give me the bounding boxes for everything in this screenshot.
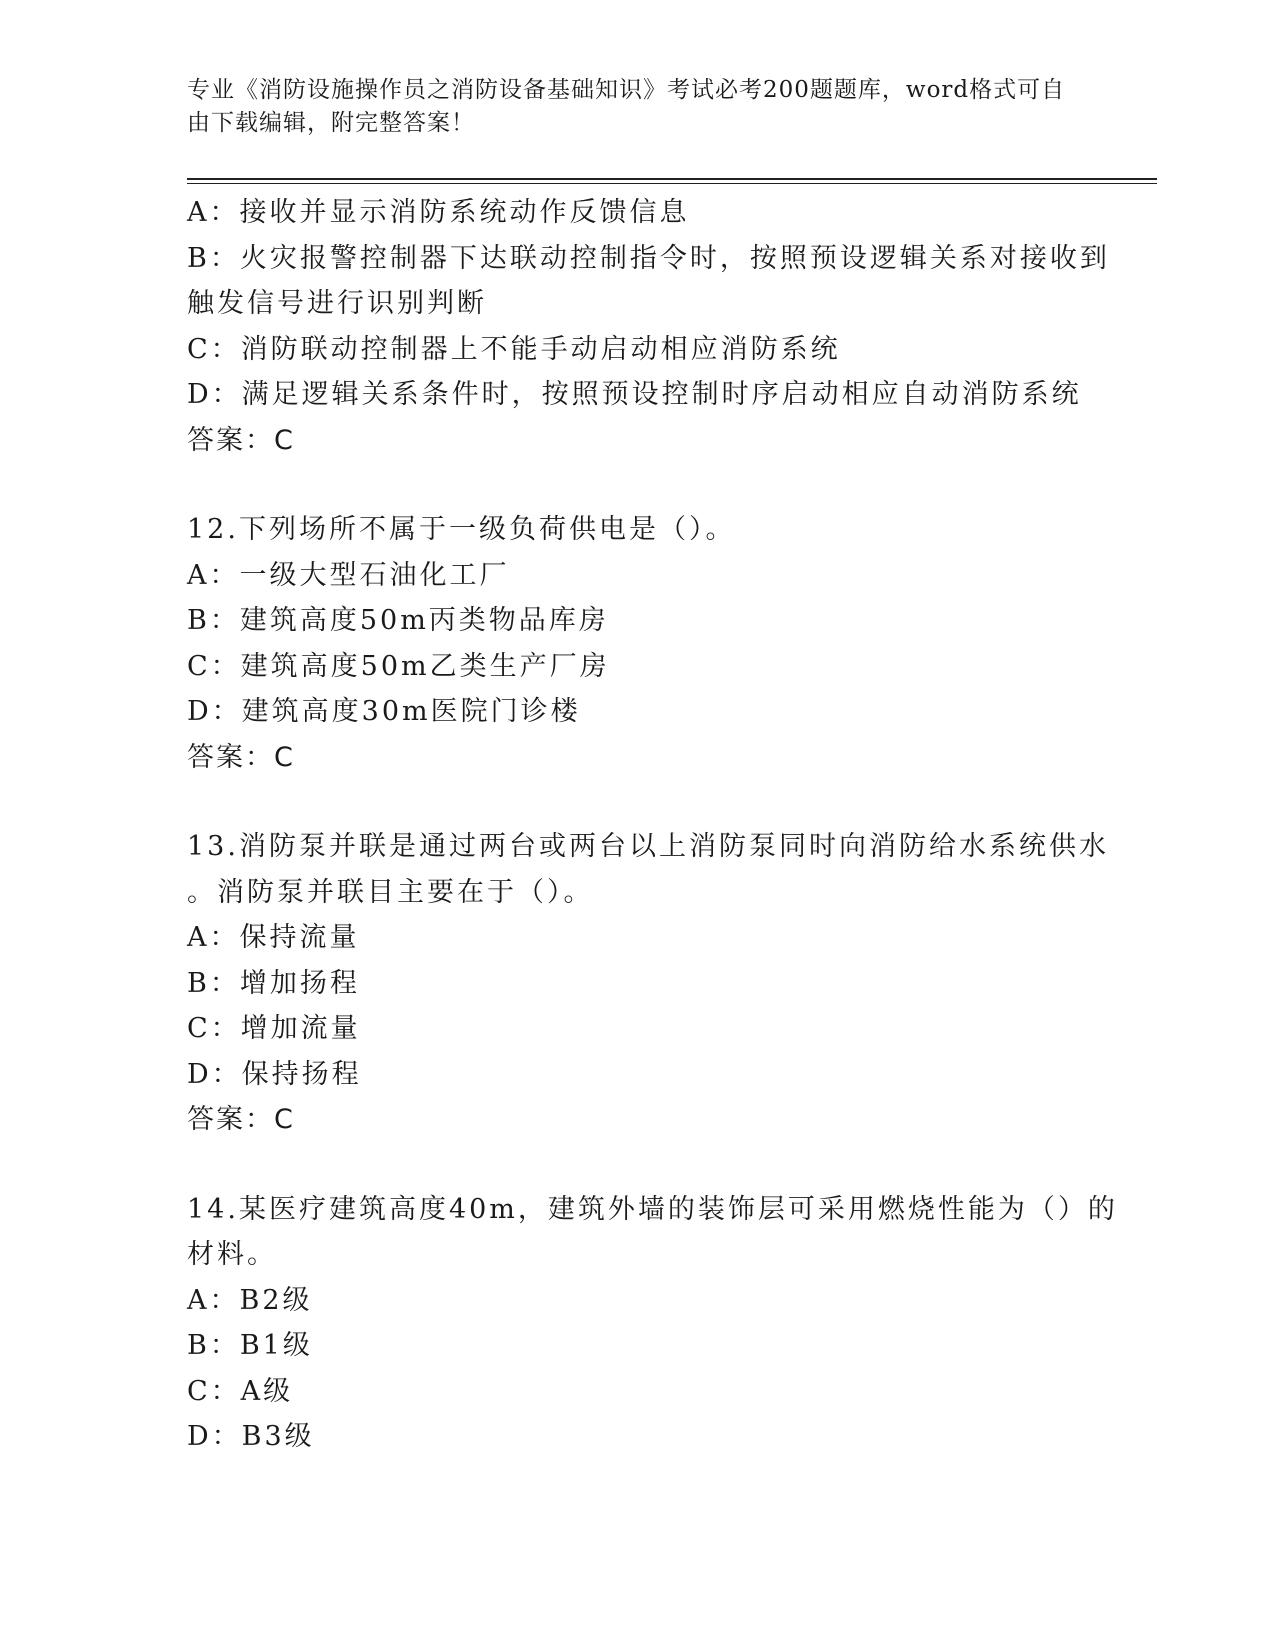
question-block-14 [187, 1187, 1118, 1460]
answer-label: 答案：C [187, 1104, 295, 1135]
option-c: C：增加流量 [187, 1013, 361, 1044]
option-a: A：保持流量 [187, 922, 360, 953]
option-a: A：B2级 [187, 1284, 313, 1316]
option-d: D：保持扬程 [187, 1058, 362, 1090]
block-spacer [187, 780, 1087, 824]
question-title-continued: 。消防泵并联目主要在于（）。 [187, 876, 594, 908]
option-d: D：满足逻辑关系条件时，按照预设控制时序启动相应自动消防系统 [187, 379, 1082, 410]
block-spacer [187, 463, 1087, 507]
question-title: 12.下列场所不属于一级负荷供电是（）。 [187, 514, 736, 545]
question-list [187, 190, 1118, 1460]
question-block-11 [187, 190, 1110, 463]
document-header: 专业《消防设施操作员之消防设备基础知识》考试必考200题题库，word格式可自由下载编辑，附完整答案！ [187, 77, 1066, 136]
question-title: 14.某医疗建筑高度40m，建筑外墙的装饰层可采用燃烧性能为（）的 [187, 1193, 1118, 1225]
option-b: B：增加扬程 [187, 967, 360, 999]
option-b: B：B1级 [187, 1330, 313, 1361]
option-b: B：建筑高度50m丙类物品库房 [187, 605, 609, 636]
option-d: D：建筑高度30m医院门诊楼 [187, 696, 581, 727]
answer-label: 答案：C [187, 741, 295, 773]
block-spacer [187, 1143, 1087, 1187]
header-divider-thin [187, 183, 1157, 184]
option-a: A：一级大型石油化工厂 [187, 559, 510, 591]
option-c: C：A级 [187, 1375, 294, 1407]
option-b-continued: 触发信号进行识别判断 [187, 288, 487, 319]
question-title: 13.消防泵并联是通过两台或两台以上消防泵同时向消防给水系统供水 [187, 831, 1109, 862]
option-d: D：B3级 [187, 1421, 315, 1452]
option-c: C：建筑高度50m乙类生产厂房 [187, 650, 610, 682]
option-a: A：接收并显示消防系统动作反馈信息 [187, 197, 690, 228]
answer-label: 答案：C [187, 424, 295, 456]
question-title-continued: 材料。 [187, 1239, 277, 1270]
question-block-12 [187, 507, 1087, 780]
option-b: B：火灾报警控制器下达联动控制指令时，按照预设逻辑关系对接收到 [187, 242, 1110, 274]
header-divider-thick [187, 178, 1157, 180]
option-c: C：消防联动控制器上不能手动启动相应消防系统 [187, 333, 841, 365]
question-block-13 [187, 824, 1109, 1143]
